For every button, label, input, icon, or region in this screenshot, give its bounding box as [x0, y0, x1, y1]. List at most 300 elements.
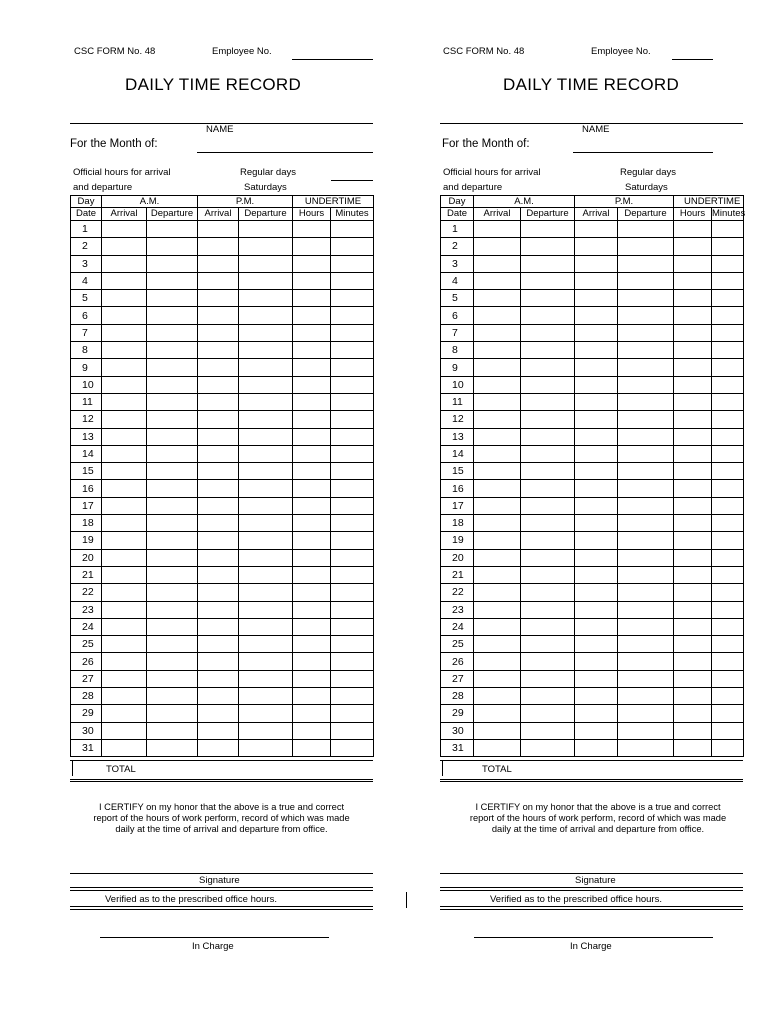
- pm-departure-cell[interactable]: [618, 238, 674, 255]
- pm-arrival-cell[interactable]: [198, 307, 239, 324]
- am-arrival-cell[interactable]: [102, 376, 147, 393]
- pm-departure-cell[interactable]: [618, 480, 674, 497]
- am-arrival-cell[interactable]: [102, 238, 147, 255]
- undertime-minutes-cell[interactable]: [331, 636, 374, 653]
- am-arrival-cell[interactable]: [474, 739, 521, 756]
- undertime-hours-cell[interactable]: [293, 688, 331, 705]
- am-arrival-cell[interactable]: [102, 428, 147, 445]
- am-departure-cell[interactable]: [521, 670, 575, 687]
- undertime-minutes-cell[interactable]: [331, 722, 374, 739]
- undertime-minutes-cell[interactable]: [331, 376, 374, 393]
- undertime-hours-cell[interactable]: [293, 636, 331, 653]
- am-departure-cell[interactable]: [521, 324, 575, 341]
- undertime-minutes-cell[interactable]: [712, 342, 744, 359]
- am-departure-cell[interactable]: [147, 342, 198, 359]
- undertime-minutes-cell[interactable]: [712, 722, 744, 739]
- pm-departure-cell[interactable]: [618, 445, 674, 462]
- undertime-minutes-cell[interactable]: [712, 307, 744, 324]
- pm-departure-cell[interactable]: [239, 532, 293, 549]
- am-arrival-cell[interactable]: [474, 497, 521, 514]
- pm-arrival-cell[interactable]: [575, 670, 618, 687]
- undertime-hours-cell[interactable]: [674, 221, 712, 238]
- pm-arrival-cell[interactable]: [198, 255, 239, 272]
- undertime-minutes-cell[interactable]: [331, 688, 374, 705]
- pm-arrival-cell[interactable]: [575, 497, 618, 514]
- pm-arrival-cell[interactable]: [198, 532, 239, 549]
- undertime-minutes-cell[interactable]: [712, 238, 744, 255]
- undertime-hours-cell[interactable]: [674, 376, 712, 393]
- am-arrival-cell[interactable]: [474, 463, 521, 480]
- am-arrival-cell[interactable]: [474, 445, 521, 462]
- undertime-hours-cell[interactable]: [293, 601, 331, 618]
- undertime-minutes-cell[interactable]: [331, 221, 374, 238]
- am-departure-cell[interactable]: [521, 376, 575, 393]
- pm-departure-cell[interactable]: [618, 255, 674, 272]
- pm-departure-cell[interactable]: [239, 221, 293, 238]
- am-arrival-cell[interactable]: [102, 307, 147, 324]
- pm-arrival-cell[interactable]: [198, 705, 239, 722]
- undertime-minutes-cell[interactable]: [712, 549, 744, 566]
- am-departure-cell[interactable]: [147, 463, 198, 480]
- pm-departure-cell[interactable]: [239, 342, 293, 359]
- pm-departure-cell[interactable]: [239, 324, 293, 341]
- undertime-hours-cell[interactable]: [293, 290, 331, 307]
- am-departure-cell[interactable]: [521, 688, 575, 705]
- am-arrival-cell[interactable]: [102, 566, 147, 583]
- am-departure-cell[interactable]: [521, 393, 575, 410]
- am-departure-cell[interactable]: [147, 566, 198, 583]
- pm-arrival-cell[interactable]: [198, 445, 239, 462]
- am-departure-cell[interactable]: [147, 480, 198, 497]
- am-departure-cell[interactable]: [521, 445, 575, 462]
- am-arrival-cell[interactable]: [102, 342, 147, 359]
- pm-arrival-cell[interactable]: [575, 722, 618, 739]
- am-arrival-cell[interactable]: [474, 532, 521, 549]
- pm-arrival-cell[interactable]: [198, 290, 239, 307]
- pm-departure-cell[interactable]: [239, 618, 293, 635]
- pm-arrival-cell[interactable]: [198, 428, 239, 445]
- am-arrival-cell[interactable]: [474, 342, 521, 359]
- pm-arrival-cell[interactable]: [575, 532, 618, 549]
- undertime-minutes-cell[interactable]: [712, 463, 744, 480]
- signature-line[interactable]: [440, 873, 743, 874]
- pm-departure-cell[interactable]: [618, 497, 674, 514]
- undertime-hours-cell[interactable]: [293, 221, 331, 238]
- am-arrival-cell[interactable]: [102, 584, 147, 601]
- am-arrival-cell[interactable]: [102, 324, 147, 341]
- undertime-minutes-cell[interactable]: [331, 463, 374, 480]
- am-arrival-cell[interactable]: [102, 272, 147, 289]
- undertime-minutes-cell[interactable]: [712, 515, 744, 532]
- pm-arrival-cell[interactable]: [575, 618, 618, 635]
- undertime-hours-cell[interactable]: [674, 584, 712, 601]
- undertime-minutes-cell[interactable]: [712, 705, 744, 722]
- am-departure-cell[interactable]: [521, 359, 575, 376]
- undertime-minutes-cell[interactable]: [712, 359, 744, 376]
- undertime-hours-cell[interactable]: [293, 653, 331, 670]
- undertime-hours-cell[interactable]: [674, 342, 712, 359]
- am-departure-cell[interactable]: [147, 636, 198, 653]
- pm-arrival-cell[interactable]: [575, 636, 618, 653]
- undertime-minutes-cell[interactable]: [712, 428, 744, 445]
- am-arrival-cell[interactable]: [474, 290, 521, 307]
- undertime-hours-cell[interactable]: [293, 307, 331, 324]
- pm-arrival-cell[interactable]: [198, 463, 239, 480]
- am-arrival-cell[interactable]: [102, 255, 147, 272]
- pm-departure-cell[interactable]: [618, 324, 674, 341]
- pm-arrival-cell[interactable]: [575, 463, 618, 480]
- am-arrival-cell[interactable]: [102, 532, 147, 549]
- am-arrival-cell[interactable]: [102, 688, 147, 705]
- am-arrival-cell[interactable]: [474, 722, 521, 739]
- pm-departure-cell[interactable]: [239, 705, 293, 722]
- am-departure-cell[interactable]: [147, 272, 198, 289]
- am-departure-cell[interactable]: [521, 272, 575, 289]
- am-arrival-cell[interactable]: [474, 359, 521, 376]
- pm-departure-cell[interactable]: [618, 342, 674, 359]
- am-departure-cell[interactable]: [147, 376, 198, 393]
- am-departure-cell[interactable]: [147, 428, 198, 445]
- am-arrival-cell[interactable]: [102, 445, 147, 462]
- undertime-minutes-cell[interactable]: [331, 255, 374, 272]
- am-arrival-cell[interactable]: [474, 636, 521, 653]
- pm-arrival-cell[interactable]: [198, 636, 239, 653]
- undertime-hours-cell[interactable]: [293, 722, 331, 739]
- am-arrival-cell[interactable]: [102, 653, 147, 670]
- pm-departure-cell[interactable]: [618, 463, 674, 480]
- am-departure-cell[interactable]: [147, 324, 198, 341]
- pm-departure-cell[interactable]: [239, 515, 293, 532]
- undertime-hours-cell[interactable]: [674, 688, 712, 705]
- pm-departure-cell[interactable]: [618, 688, 674, 705]
- am-arrival-cell[interactable]: [474, 428, 521, 445]
- am-departure-cell[interactable]: [521, 636, 575, 653]
- pm-arrival-cell[interactable]: [198, 670, 239, 687]
- undertime-hours-cell[interactable]: [293, 739, 331, 756]
- pm-arrival-cell[interactable]: [575, 359, 618, 376]
- undertime-hours-cell[interactable]: [674, 497, 712, 514]
- pm-arrival-cell[interactable]: [575, 739, 618, 756]
- undertime-minutes-cell[interactable]: [712, 532, 744, 549]
- undertime-hours-cell[interactable]: [674, 359, 712, 376]
- undertime-hours-cell[interactable]: [674, 653, 712, 670]
- employee-no-field[interactable]: [672, 59, 713, 60]
- pm-departure-cell[interactable]: [618, 515, 674, 532]
- am-arrival-cell[interactable]: [474, 480, 521, 497]
- undertime-hours-cell[interactable]: [293, 497, 331, 514]
- am-departure-cell[interactable]: [521, 584, 575, 601]
- pm-arrival-cell[interactable]: [575, 688, 618, 705]
- undertime-hours-cell[interactable]: [293, 393, 331, 410]
- am-departure-cell[interactable]: [147, 584, 198, 601]
- pm-departure-cell[interactable]: [618, 393, 674, 410]
- undertime-hours-cell[interactable]: [674, 722, 712, 739]
- undertime-hours-cell[interactable]: [293, 342, 331, 359]
- am-departure-cell[interactable]: [147, 670, 198, 687]
- pm-departure-cell[interactable]: [618, 428, 674, 445]
- undertime-minutes-cell[interactable]: [331, 290, 374, 307]
- am-departure-cell[interactable]: [521, 601, 575, 618]
- pm-departure-cell[interactable]: [239, 307, 293, 324]
- undertime-hours-cell[interactable]: [674, 566, 712, 583]
- undertime-minutes-cell[interactable]: [712, 653, 744, 670]
- am-arrival-cell[interactable]: [474, 393, 521, 410]
- am-arrival-cell[interactable]: [474, 705, 521, 722]
- pm-arrival-cell[interactable]: [198, 566, 239, 583]
- undertime-hours-cell[interactable]: [293, 566, 331, 583]
- pm-arrival-cell[interactable]: [198, 584, 239, 601]
- undertime-hours-cell[interactable]: [674, 549, 712, 566]
- undertime-hours-cell[interactable]: [293, 618, 331, 635]
- pm-departure-cell[interactable]: [618, 411, 674, 428]
- pm-departure-cell[interactable]: [618, 376, 674, 393]
- pm-departure-cell[interactable]: [618, 670, 674, 687]
- undertime-hours-cell[interactable]: [674, 618, 712, 635]
- pm-arrival-cell[interactable]: [198, 618, 239, 635]
- undertime-hours-cell[interactable]: [674, 411, 712, 428]
- am-arrival-cell[interactable]: [102, 497, 147, 514]
- undertime-minutes-cell[interactable]: [331, 739, 374, 756]
- regular-days-field[interactable]: [331, 180, 373, 181]
- undertime-hours-cell[interactable]: [674, 393, 712, 410]
- am-departure-cell[interactable]: [521, 618, 575, 635]
- pm-departure-cell[interactable]: [239, 272, 293, 289]
- undertime-hours-cell[interactable]: [293, 411, 331, 428]
- am-departure-cell[interactable]: [147, 238, 198, 255]
- undertime-minutes-cell[interactable]: [331, 428, 374, 445]
- undertime-hours-cell[interactable]: [674, 636, 712, 653]
- am-departure-cell[interactable]: [521, 255, 575, 272]
- undertime-minutes-cell[interactable]: [331, 566, 374, 583]
- pm-departure-cell[interactable]: [618, 584, 674, 601]
- am-arrival-cell[interactable]: [474, 238, 521, 255]
- undertime-minutes-cell[interactable]: [331, 497, 374, 514]
- pm-departure-cell[interactable]: [239, 653, 293, 670]
- am-departure-cell[interactable]: [521, 221, 575, 238]
- undertime-minutes-cell[interactable]: [331, 705, 374, 722]
- pm-arrival-cell[interactable]: [198, 324, 239, 341]
- am-departure-cell[interactable]: [147, 393, 198, 410]
- undertime-minutes-cell[interactable]: [331, 238, 374, 255]
- am-arrival-cell[interactable]: [474, 411, 521, 428]
- undertime-minutes-cell[interactable]: [331, 480, 374, 497]
- am-departure-cell[interactable]: [521, 307, 575, 324]
- undertime-minutes-cell[interactable]: [331, 515, 374, 532]
- undertime-hours-cell[interactable]: [293, 255, 331, 272]
- undertime-minutes-cell[interactable]: [712, 480, 744, 497]
- pm-arrival-cell[interactable]: [575, 601, 618, 618]
- pm-arrival-cell[interactable]: [198, 393, 239, 410]
- pm-arrival-cell[interactable]: [575, 272, 618, 289]
- undertime-minutes-cell[interactable]: [712, 688, 744, 705]
- undertime-hours-cell[interactable]: [293, 670, 331, 687]
- undertime-minutes-cell[interactable]: [712, 221, 744, 238]
- undertime-hours-cell[interactable]: [293, 238, 331, 255]
- undertime-hours-cell[interactable]: [293, 463, 331, 480]
- pm-departure-cell[interactable]: [618, 722, 674, 739]
- undertime-minutes-cell[interactable]: [331, 532, 374, 549]
- undertime-hours-cell[interactable]: [674, 290, 712, 307]
- pm-departure-cell[interactable]: [618, 653, 674, 670]
- undertime-minutes-cell[interactable]: [331, 445, 374, 462]
- undertime-hours-cell[interactable]: [674, 601, 712, 618]
- pm-arrival-cell[interactable]: [198, 342, 239, 359]
- am-departure-cell[interactable]: [147, 549, 198, 566]
- undertime-hours-cell[interactable]: [674, 272, 712, 289]
- am-arrival-cell[interactable]: [102, 480, 147, 497]
- am-arrival-cell[interactable]: [474, 307, 521, 324]
- pm-departure-cell[interactable]: [239, 428, 293, 445]
- pm-arrival-cell[interactable]: [575, 480, 618, 497]
- pm-arrival-cell[interactable]: [198, 739, 239, 756]
- pm-departure-cell[interactable]: [239, 393, 293, 410]
- pm-arrival-cell[interactable]: [575, 411, 618, 428]
- undertime-minutes-cell[interactable]: [712, 601, 744, 618]
- undertime-hours-cell[interactable]: [674, 670, 712, 687]
- undertime-hours-cell[interactable]: [674, 515, 712, 532]
- pm-arrival-cell[interactable]: [198, 549, 239, 566]
- am-departure-cell[interactable]: [147, 618, 198, 635]
- am-arrival-cell[interactable]: [102, 221, 147, 238]
- undertime-minutes-cell[interactable]: [331, 359, 374, 376]
- pm-departure-cell[interactable]: [618, 705, 674, 722]
- pm-departure-cell[interactable]: [618, 221, 674, 238]
- undertime-minutes-cell[interactable]: [331, 618, 374, 635]
- am-departure-cell[interactable]: [147, 290, 198, 307]
- am-arrival-cell[interactable]: [102, 411, 147, 428]
- am-arrival-cell[interactable]: [474, 584, 521, 601]
- undertime-minutes-cell[interactable]: [331, 342, 374, 359]
- undertime-hours-cell[interactable]: [293, 515, 331, 532]
- pm-departure-cell[interactable]: [239, 290, 293, 307]
- pm-arrival-cell[interactable]: [198, 722, 239, 739]
- am-arrival-cell[interactable]: [474, 255, 521, 272]
- undertime-minutes-cell[interactable]: [331, 601, 374, 618]
- am-arrival-cell[interactable]: [102, 515, 147, 532]
- pm-departure-cell[interactable]: [239, 722, 293, 739]
- am-departure-cell[interactable]: [521, 428, 575, 445]
- am-arrival-cell[interactable]: [102, 739, 147, 756]
- undertime-hours-cell[interactable]: [293, 376, 331, 393]
- pm-arrival-cell[interactable]: [575, 342, 618, 359]
- undertime-minutes-cell[interactable]: [712, 739, 744, 756]
- undertime-minutes-cell[interactable]: [331, 307, 374, 324]
- am-departure-cell[interactable]: [147, 497, 198, 514]
- pm-arrival-cell[interactable]: [198, 601, 239, 618]
- pm-departure-cell[interactable]: [618, 739, 674, 756]
- pm-arrival-cell[interactable]: [575, 428, 618, 445]
- undertime-minutes-cell[interactable]: [712, 324, 744, 341]
- undertime-minutes-cell[interactable]: [712, 670, 744, 687]
- pm-departure-cell[interactable]: [239, 549, 293, 566]
- pm-arrival-cell[interactable]: [575, 376, 618, 393]
- pm-arrival-cell[interactable]: [575, 393, 618, 410]
- undertime-minutes-cell[interactable]: [712, 290, 744, 307]
- undertime-hours-cell[interactable]: [674, 445, 712, 462]
- undertime-minutes-cell[interactable]: [712, 566, 744, 583]
- am-departure-cell[interactable]: [521, 411, 575, 428]
- undertime-minutes-cell[interactable]: [331, 393, 374, 410]
- am-departure-cell[interactable]: [147, 359, 198, 376]
- am-arrival-cell[interactable]: [474, 324, 521, 341]
- undertime-minutes-cell[interactable]: [712, 255, 744, 272]
- pm-departure-cell[interactable]: [239, 255, 293, 272]
- in-charge-line[interactable]: [474, 937, 713, 938]
- undertime-hours-cell[interactable]: [674, 428, 712, 445]
- am-departure-cell[interactable]: [521, 705, 575, 722]
- pm-departure-cell[interactable]: [618, 532, 674, 549]
- undertime-hours-cell[interactable]: [293, 324, 331, 341]
- pm-arrival-cell[interactable]: [575, 515, 618, 532]
- undertime-minutes-cell[interactable]: [712, 636, 744, 653]
- undertime-minutes-cell[interactable]: [331, 670, 374, 687]
- am-arrival-cell[interactable]: [102, 463, 147, 480]
- undertime-minutes-cell[interactable]: [331, 324, 374, 341]
- am-arrival-cell[interactable]: [474, 221, 521, 238]
- am-arrival-cell[interactable]: [474, 618, 521, 635]
- pm-departure-cell[interactable]: [239, 376, 293, 393]
- am-departure-cell[interactable]: [521, 515, 575, 532]
- undertime-hours-cell[interactable]: [674, 480, 712, 497]
- undertime-hours-cell[interactable]: [293, 445, 331, 462]
- undertime-hours-cell[interactable]: [293, 480, 331, 497]
- pm-departure-cell[interactable]: [239, 411, 293, 428]
- am-departure-cell[interactable]: [147, 722, 198, 739]
- am-arrival-cell[interactable]: [474, 376, 521, 393]
- undertime-minutes-cell[interactable]: [712, 272, 744, 289]
- pm-arrival-cell[interactable]: [198, 688, 239, 705]
- pm-arrival-cell[interactable]: [575, 653, 618, 670]
- in-charge-line[interactable]: [100, 937, 329, 938]
- pm-departure-cell[interactable]: [239, 463, 293, 480]
- pm-departure-cell[interactable]: [239, 688, 293, 705]
- undertime-hours-cell[interactable]: [293, 359, 331, 376]
- am-departure-cell[interactable]: [147, 221, 198, 238]
- undertime-hours-cell[interactable]: [674, 739, 712, 756]
- pm-arrival-cell[interactable]: [575, 549, 618, 566]
- pm-departure-cell[interactable]: [618, 601, 674, 618]
- month-field[interactable]: [197, 152, 373, 153]
- pm-arrival-cell[interactable]: [198, 497, 239, 514]
- am-arrival-cell[interactable]: [474, 549, 521, 566]
- am-arrival-cell[interactable]: [102, 618, 147, 635]
- pm-arrival-cell[interactable]: [198, 376, 239, 393]
- undertime-hours-cell[interactable]: [674, 255, 712, 272]
- am-arrival-cell[interactable]: [102, 705, 147, 722]
- am-arrival-cell[interactable]: [474, 670, 521, 687]
- am-departure-cell[interactable]: [147, 255, 198, 272]
- pm-departure-cell[interactable]: [239, 601, 293, 618]
- undertime-hours-cell[interactable]: [674, 324, 712, 341]
- pm-departure-cell[interactable]: [239, 566, 293, 583]
- pm-arrival-cell[interactable]: [198, 515, 239, 532]
- am-departure-cell[interactable]: [147, 739, 198, 756]
- am-departure-cell[interactable]: [147, 688, 198, 705]
- undertime-hours-cell[interactable]: [674, 463, 712, 480]
- undertime-minutes-cell[interactable]: [712, 497, 744, 514]
- am-departure-cell[interactable]: [521, 463, 575, 480]
- am-departure-cell[interactable]: [521, 653, 575, 670]
- undertime-hours-cell[interactable]: [293, 584, 331, 601]
- pm-arrival-cell[interactable]: [575, 445, 618, 462]
- undertime-hours-cell[interactable]: [293, 428, 331, 445]
- undertime-minutes-cell[interactable]: [712, 445, 744, 462]
- am-departure-cell[interactable]: [521, 480, 575, 497]
- am-departure-cell[interactable]: [521, 739, 575, 756]
- undertime-hours-cell[interactable]: [674, 307, 712, 324]
- pm-departure-cell[interactable]: [239, 238, 293, 255]
- am-arrival-cell[interactable]: [102, 722, 147, 739]
